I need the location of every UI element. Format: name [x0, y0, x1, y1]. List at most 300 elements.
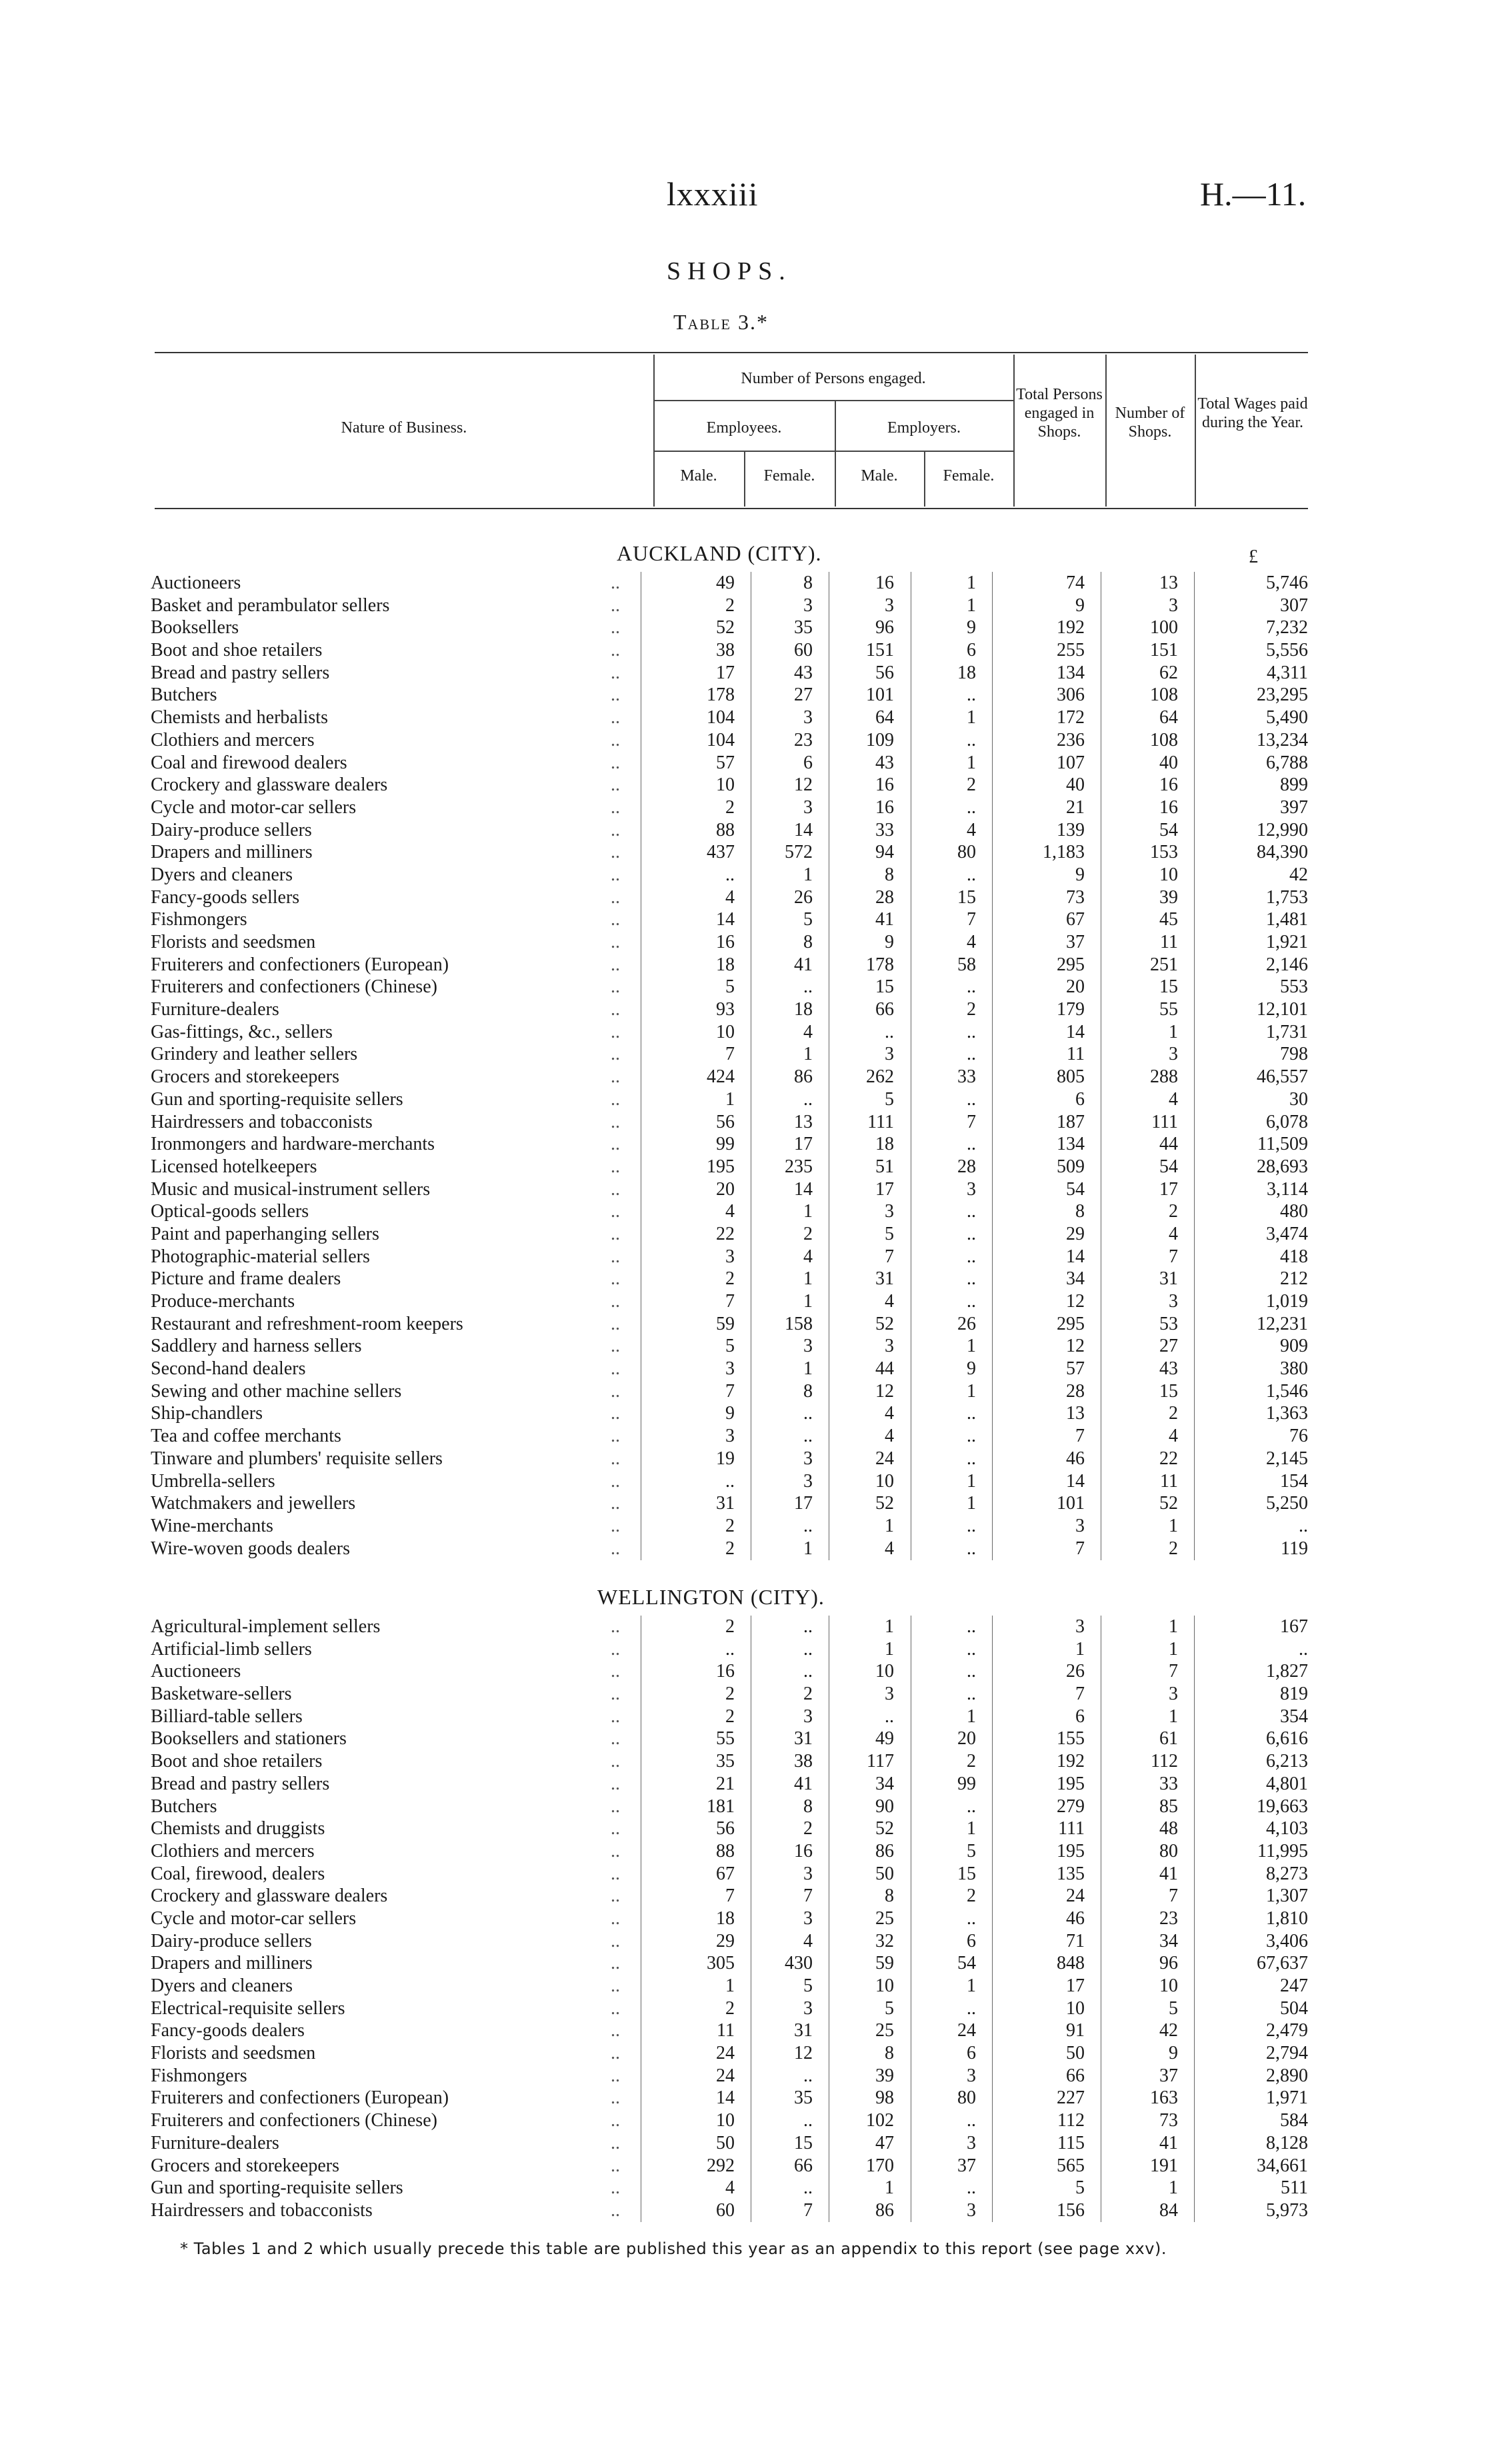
cell-value: 34	[1159, 1930, 1178, 1951]
cell-value: 84	[1159, 2199, 1178, 2221]
cell-value: 86	[794, 1066, 813, 1088]
business-name: Tea and coffee merchants	[151, 1426, 341, 1447]
cell-value: ..	[967, 1134, 976, 1155]
leader-dots: ..	[611, 1684, 620, 1705]
cell-value: 430	[785, 1953, 813, 1974]
cell-value: 3	[1169, 1684, 1178, 1705]
cell-value: 66	[794, 2155, 813, 2176]
cell-value: ..	[967, 1448, 976, 1469]
cell-value: 61	[1159, 1728, 1178, 1750]
business-name: Fruiterers and confectioners (European)	[151, 2087, 449, 2109]
cell-value: 41	[875, 909, 894, 930]
cell-value: 2	[1169, 1538, 1178, 1559]
cell-value: 2	[967, 1885, 976, 1907]
business-name: Gun and sporting-requisite sellers	[151, 2177, 403, 2199]
cell-value: 1	[885, 1515, 894, 1536]
leader-dots: ..	[611, 1885, 620, 1907]
header-employers-male: Male.	[861, 467, 898, 485]
cell-value: 7	[1075, 1684, 1085, 1705]
table-row	[151, 998, 1317, 1021]
table-caption: Table 3.*	[673, 310, 769, 334]
cell-value: 31	[1159, 1268, 1178, 1290]
cell-value: 1	[967, 1975, 976, 1996]
cell-value: 15	[1159, 976, 1178, 998]
business-name: Grindery and leather sellers	[151, 1044, 358, 1065]
leader-dots: ..	[611, 864, 620, 885]
cell-value: 49	[716, 573, 735, 593]
cell-value: 4	[885, 1403, 894, 1424]
cell-value: 13,234	[1257, 729, 1308, 750]
cell-value: 46,557	[1257, 1066, 1308, 1088]
table-row	[151, 1818, 1317, 1840]
table-row	[151, 639, 1317, 662]
cell-value: 3	[885, 1336, 894, 1357]
business-name: Tinware and plumbers' requisite sellers	[151, 1448, 443, 1469]
leader-dots: ..	[611, 976, 620, 998]
cell-value: 4	[725, 886, 735, 908]
cell-value: 4	[967, 819, 976, 840]
cell-value: 7	[803, 2199, 813, 2221]
cell-value: 11	[1160, 932, 1178, 952]
cell-value: 511	[1281, 2177, 1308, 2199]
cell-value: 115	[1057, 2132, 1085, 2153]
table-row	[151, 595, 1317, 617]
leader-dots: ..	[611, 1178, 620, 1200]
cell-value: 56	[875, 662, 894, 683]
cell-value: 418	[1280, 1246, 1308, 1267]
cell-value: 2,145	[1266, 1448, 1308, 1469]
cell-value: 7	[725, 1044, 735, 1065]
cell-value: 34,661	[1257, 2155, 1308, 2176]
cell-value: 2	[725, 1997, 735, 2019]
leader-dots: ..	[611, 1380, 620, 1402]
table-row	[151, 1425, 1317, 1448]
cell-value: ..	[967, 1403, 976, 1424]
cell-value: 18	[716, 1907, 735, 1929]
header-employees-female: Female.	[763, 467, 815, 485]
leader-dots: ..	[611, 842, 620, 863]
cell-value: 1	[1169, 1515, 1178, 1536]
cell-value: 3	[967, 2199, 976, 2221]
cell-value: 397	[1280, 796, 1308, 818]
table-row	[151, 752, 1317, 774]
cell-value: ..	[967, 1538, 976, 1559]
leader-dots: ..	[611, 1796, 620, 1817]
leader-dots: ..	[611, 2020, 620, 2041]
cell-value: 14	[794, 1178, 813, 1200]
business-name: Electrical-requisite sellers	[151, 1997, 345, 2019]
cell-value: 16	[716, 1661, 735, 1682]
cell-value: 3,114	[1267, 1178, 1308, 1200]
cell-value: 305	[707, 1953, 735, 1974]
cell-value: 1	[1169, 2177, 1178, 2199]
cell-value: ..	[967, 2177, 976, 2199]
cell-value: 1	[967, 1493, 976, 1514]
cell-value: 28	[875, 886, 894, 908]
column-rule	[1194, 572, 1195, 1560]
cell-value: 167	[1280, 1616, 1308, 1637]
page-title: SHOPS.	[667, 257, 792, 285]
business-name: Bread and pastry sellers	[151, 1773, 330, 1794]
cell-value: 19	[716, 1448, 735, 1469]
cell-value: ..	[967, 729, 976, 750]
cell-value: 151	[866, 640, 894, 661]
leader-dots: ..	[611, 2065, 620, 2086]
table-row	[151, 1660, 1317, 1683]
cell-value: 2,479	[1266, 2020, 1308, 2041]
cell-value: 4	[1169, 1223, 1178, 1244]
table-row	[151, 1358, 1317, 1380]
cell-value: 52	[716, 617, 735, 638]
cell-value: 1,183	[1043, 842, 1085, 863]
cell-value: 3	[803, 796, 813, 818]
cell-value: 29	[716, 1930, 735, 1951]
cell-value: ..	[967, 1616, 976, 1637]
cell-value: 3	[1075, 1616, 1085, 1637]
leader-dots: ..	[611, 1201, 620, 1222]
cell-value: 1	[1075, 1638, 1085, 1660]
cell-value: ..	[967, 1426, 976, 1447]
cell-value: 1,481	[1266, 909, 1308, 930]
cell-value: 88	[716, 819, 735, 840]
report-code: H.—11.	[1200, 175, 1307, 213]
cell-value: 480	[1280, 1201, 1308, 1222]
cell-value: 9	[725, 1403, 735, 1424]
cell-value: 42	[1289, 864, 1308, 885]
business-name: Basket and perambulator sellers	[151, 595, 390, 616]
cell-value: 11	[717, 2020, 735, 2041]
header-employees-male: Male.	[680, 467, 717, 485]
cell-value: 2,794	[1266, 2043, 1308, 2064]
cell-value: 71	[1066, 1930, 1085, 1951]
leader-dots: ..	[611, 662, 620, 683]
cell-value: 2	[803, 1818, 813, 1840]
cell-value: 1	[1169, 1021, 1178, 1042]
cell-value: 86	[875, 2199, 894, 2221]
table-row	[151, 1885, 1317, 1907]
cell-value: 1	[803, 1044, 813, 1065]
business-name: Picture and frame dealers	[151, 1268, 341, 1290]
cell-value: 553	[1280, 976, 1308, 998]
cell-value: 178	[707, 684, 735, 706]
cell-value: 306	[1057, 684, 1085, 706]
cell-value: 35	[716, 1751, 735, 1772]
business-name: Sewing and other machine sellers	[151, 1380, 402, 1402]
table-row	[151, 572, 1317, 595]
cell-value: 3	[967, 2132, 976, 2153]
cell-value: 3	[725, 1426, 735, 1447]
table-row	[151, 1156, 1317, 1178]
table-row	[151, 1246, 1317, 1268]
cell-value: 108	[1150, 729, 1178, 750]
cell-value: 4,311	[1267, 662, 1308, 683]
cell-value: 307	[1280, 595, 1308, 616]
cell-value: 27	[1159, 1336, 1178, 1357]
cell-value: 1,827	[1266, 1661, 1308, 1682]
business-name: Fruiterers and confectioners (Chinese)	[151, 976, 437, 998]
cell-value: 9	[1169, 2043, 1178, 2064]
cell-value: 2	[725, 1706, 735, 1727]
business-name: Basketware-sellers	[151, 1684, 292, 1705]
cell-value: 102	[866, 2110, 894, 2131]
cell-value: 134	[1057, 1134, 1085, 1155]
cell-value: 805	[1057, 1066, 1085, 1088]
leader-dots: ..	[611, 1840, 620, 1861]
cell-value: 88	[716, 1840, 735, 1861]
cell-value: 6,616	[1266, 1728, 1308, 1750]
table-row	[151, 729, 1317, 752]
cell-value: 10	[716, 2110, 735, 2131]
business-name: Saddlery and harness sellers	[151, 1336, 362, 1357]
business-name: Gas-fittings, &c., sellers	[151, 1021, 333, 1042]
cell-value: 2	[725, 1268, 735, 1290]
cell-value: 14	[1066, 1246, 1085, 1267]
cell-value: 7,232	[1266, 617, 1308, 638]
business-name: Drapers and milliners	[151, 1953, 313, 1974]
table-row	[151, 1178, 1317, 1201]
cell-value: 15	[794, 2132, 813, 2153]
cell-value: 6	[803, 752, 813, 773]
cell-value: 4	[885, 1291, 894, 1312]
cell-value: 4	[885, 1426, 894, 1447]
cell-value: 15	[957, 886, 976, 908]
cell-value: ..	[967, 1997, 976, 2019]
business-name: Wire-woven goods dealers	[151, 1538, 350, 1559]
table-row	[151, 1380, 1317, 1403]
cell-value: 10	[1159, 864, 1178, 885]
cell-value: 4	[967, 932, 976, 952]
table-row	[151, 1088, 1317, 1111]
cell-value: 13	[794, 1111, 813, 1132]
cell-value: 12	[1066, 1291, 1085, 1312]
section-title-wellington: WELLINGTON (CITY).	[597, 1585, 825, 1609]
business-name: Dyers and cleaners	[151, 1975, 293, 1996]
cell-value: 295	[1057, 1313, 1085, 1334]
cell-value: 2	[803, 1684, 813, 1705]
header-employees: Employees.	[706, 419, 782, 437]
cell-value: 18	[716, 954, 735, 975]
business-name: Paint and paperhanging sellers	[151, 1223, 379, 1244]
cell-value: 60	[716, 2199, 735, 2221]
table-row	[151, 2109, 1317, 2132]
cell-value: 108	[1150, 684, 1178, 706]
cell-value: 16	[716, 932, 735, 952]
table-row	[151, 1638, 1317, 1661]
business-name: Grocers and storekeepers	[151, 2155, 339, 2176]
cell-value: 288	[1150, 1066, 1178, 1088]
business-name: Butchers	[151, 684, 217, 706]
cell-value: ..	[725, 1638, 735, 1660]
cell-value: 23	[1159, 1907, 1178, 1929]
business-name: Billiard-table sellers	[151, 1706, 303, 1727]
cell-value: 179	[1057, 999, 1085, 1020]
leader-dots: ..	[611, 1773, 620, 1794]
cell-value: 111	[1058, 1818, 1085, 1840]
cell-value: 212	[1280, 1268, 1308, 1290]
cell-value: 31	[875, 1268, 894, 1290]
cell-value: 1	[803, 1201, 813, 1222]
business-name: Auctioneers	[151, 1661, 241, 1682]
business-name: Clothiers and mercers	[151, 1840, 315, 1861]
cell-value: 12,101	[1257, 999, 1308, 1020]
cell-value: 22	[1159, 1448, 1178, 1469]
leader-dots: ..	[611, 886, 620, 908]
business-name: Bread and pastry sellers	[151, 662, 330, 683]
cell-value: 109	[866, 729, 894, 750]
cell-value: 2	[725, 796, 735, 818]
cell-value: 33	[1159, 1773, 1178, 1794]
cell-value: 7	[725, 1291, 735, 1312]
cell-value: 85	[1159, 1796, 1178, 1817]
cell-value: 8,273	[1266, 1863, 1308, 1884]
table-row	[151, 886, 1317, 909]
cell-value: 2	[1169, 1403, 1178, 1424]
cell-value: ..	[967, 2110, 976, 2131]
cell-value: 48	[1159, 1818, 1178, 1840]
cell-value: ..	[803, 2177, 813, 2199]
cell-value: 50	[1066, 2043, 1085, 2064]
cell-value: 41	[1159, 2132, 1178, 2153]
cell-value: 26	[794, 886, 813, 908]
cell-value: 195	[707, 1156, 735, 1177]
cell-value: 64	[875, 707, 894, 728]
cell-value: 1,753	[1266, 886, 1308, 908]
cell-value: 8	[803, 1796, 813, 1817]
cell-value: 5	[967, 1840, 976, 1861]
cell-value: ..	[967, 796, 976, 818]
cell-value: 56	[716, 1111, 735, 1132]
table-row	[151, 1448, 1317, 1470]
cell-value: 7	[1169, 1661, 1178, 1682]
leader-dots: ..	[611, 1044, 620, 1065]
cell-value: 4,103	[1266, 1818, 1308, 1840]
business-name: Fruiterers and confectioners (European)	[151, 954, 449, 975]
cell-value: ..	[803, 976, 813, 998]
cell-value: 17	[1159, 1178, 1178, 1200]
cell-value: 18	[875, 1134, 894, 1155]
cell-value: 9	[885, 932, 894, 952]
cell-value: 134	[1057, 662, 1085, 683]
cell-value: 2,146	[1266, 954, 1308, 975]
table-row	[151, 1066, 1317, 1088]
cell-value: 163	[1150, 2087, 1178, 2109]
cell-value: 3	[725, 1246, 735, 1267]
cell-value: 24	[1066, 1885, 1085, 1907]
cell-value: 94	[875, 842, 894, 863]
cell-value: 584	[1280, 2110, 1308, 2131]
cell-value: 13	[1159, 573, 1178, 593]
leader-dots: ..	[611, 1223, 620, 1244]
cell-value: 52	[875, 1818, 894, 1840]
cell-value: 1	[967, 1380, 976, 1402]
cell-value: 1	[803, 1291, 813, 1312]
cell-value: 96	[1159, 1953, 1178, 1974]
cell-value: 6,078	[1266, 1111, 1308, 1132]
cell-value: 6,213	[1266, 1751, 1308, 1772]
cell-value: 4,801	[1266, 1773, 1308, 1794]
cell-value: ..	[803, 1088, 813, 1110]
cell-value: 3	[803, 1336, 813, 1357]
cell-value: 51	[875, 1156, 894, 1177]
cell-value: 24	[875, 1448, 894, 1469]
cell-value: ..	[967, 1223, 976, 1244]
cell-value: 3	[967, 1178, 976, 1200]
cell-value: 2	[1169, 1201, 1178, 1222]
cell-value: 153	[1150, 842, 1178, 863]
table-row	[151, 1952, 1317, 1975]
table-row	[151, 662, 1317, 684]
cell-value: 16	[1159, 774, 1178, 796]
leader-dots: ..	[611, 1156, 620, 1177]
cell-value: 10	[875, 1470, 894, 1492]
cell-value: 3	[803, 1997, 813, 2019]
cell-value: ..	[967, 1268, 976, 1290]
business-name: Licensed hotelkeepers	[151, 1156, 317, 1177]
header-nature: Nature of Business.	[341, 419, 467, 437]
cell-value: 28,693	[1257, 1156, 1308, 1177]
cell-value: 139	[1057, 819, 1085, 840]
leader-dots: ..	[611, 2043, 620, 2064]
cell-value: 1	[967, 752, 976, 773]
cell-value: 155	[1057, 1728, 1085, 1750]
cell-value: 14	[1066, 1021, 1085, 1042]
cell-value: 54	[1159, 1156, 1178, 1177]
cell-value: 8	[803, 1380, 813, 1402]
cell-value: ..	[803, 1403, 813, 1424]
cell-value: 98	[875, 2087, 894, 2109]
leader-dots: ..	[611, 1728, 620, 1750]
leader-dots: ..	[611, 932, 620, 952]
cell-value: 3	[803, 1907, 813, 1929]
cell-value: 192	[1057, 617, 1085, 638]
cell-value: 1	[803, 1268, 813, 1290]
cell-value: 12	[794, 2043, 813, 2064]
cell-value: 8	[885, 864, 894, 885]
cell-value: 59	[716, 1313, 735, 1334]
table-row	[151, 1796, 1317, 1818]
business-name: Butchers	[151, 1796, 217, 1817]
cell-value: 96	[875, 617, 894, 638]
cell-value: 40	[1066, 774, 1085, 796]
cell-value: 2	[725, 1616, 735, 1637]
cell-value: 31	[794, 1728, 813, 1750]
table-row	[151, 1402, 1317, 1425]
cell-value: 3,406	[1266, 1930, 1308, 1951]
table-row	[151, 2155, 1317, 2177]
cell-value: ..	[967, 976, 976, 998]
business-name: Photographic-material sellers	[151, 1246, 370, 1267]
currency-symbol: £	[1249, 547, 1258, 567]
leader-dots: ..	[611, 1616, 620, 1637]
cell-value: 19,663	[1257, 1796, 1308, 1817]
cell-value: 1	[885, 1616, 894, 1637]
table-row	[151, 1470, 1317, 1493]
cell-value: 9	[967, 617, 976, 638]
leader-dots: ..	[611, 1336, 620, 1357]
table-row	[151, 2087, 1317, 2109]
cell-value: 34	[875, 1773, 894, 1794]
leader-dots: ..	[611, 707, 620, 728]
leader-dots: ..	[611, 752, 620, 773]
cell-value: 66	[1066, 2065, 1085, 2086]
leader-dots: ..	[611, 999, 620, 1020]
cell-value: 7	[967, 1111, 976, 1132]
cell-value: 57	[716, 752, 735, 773]
leader-dots: ..	[611, 796, 620, 818]
cell-value: 46	[1066, 1907, 1085, 1929]
cell-value: 12	[875, 1380, 894, 1402]
business-name: Fishmongers	[151, 909, 247, 930]
